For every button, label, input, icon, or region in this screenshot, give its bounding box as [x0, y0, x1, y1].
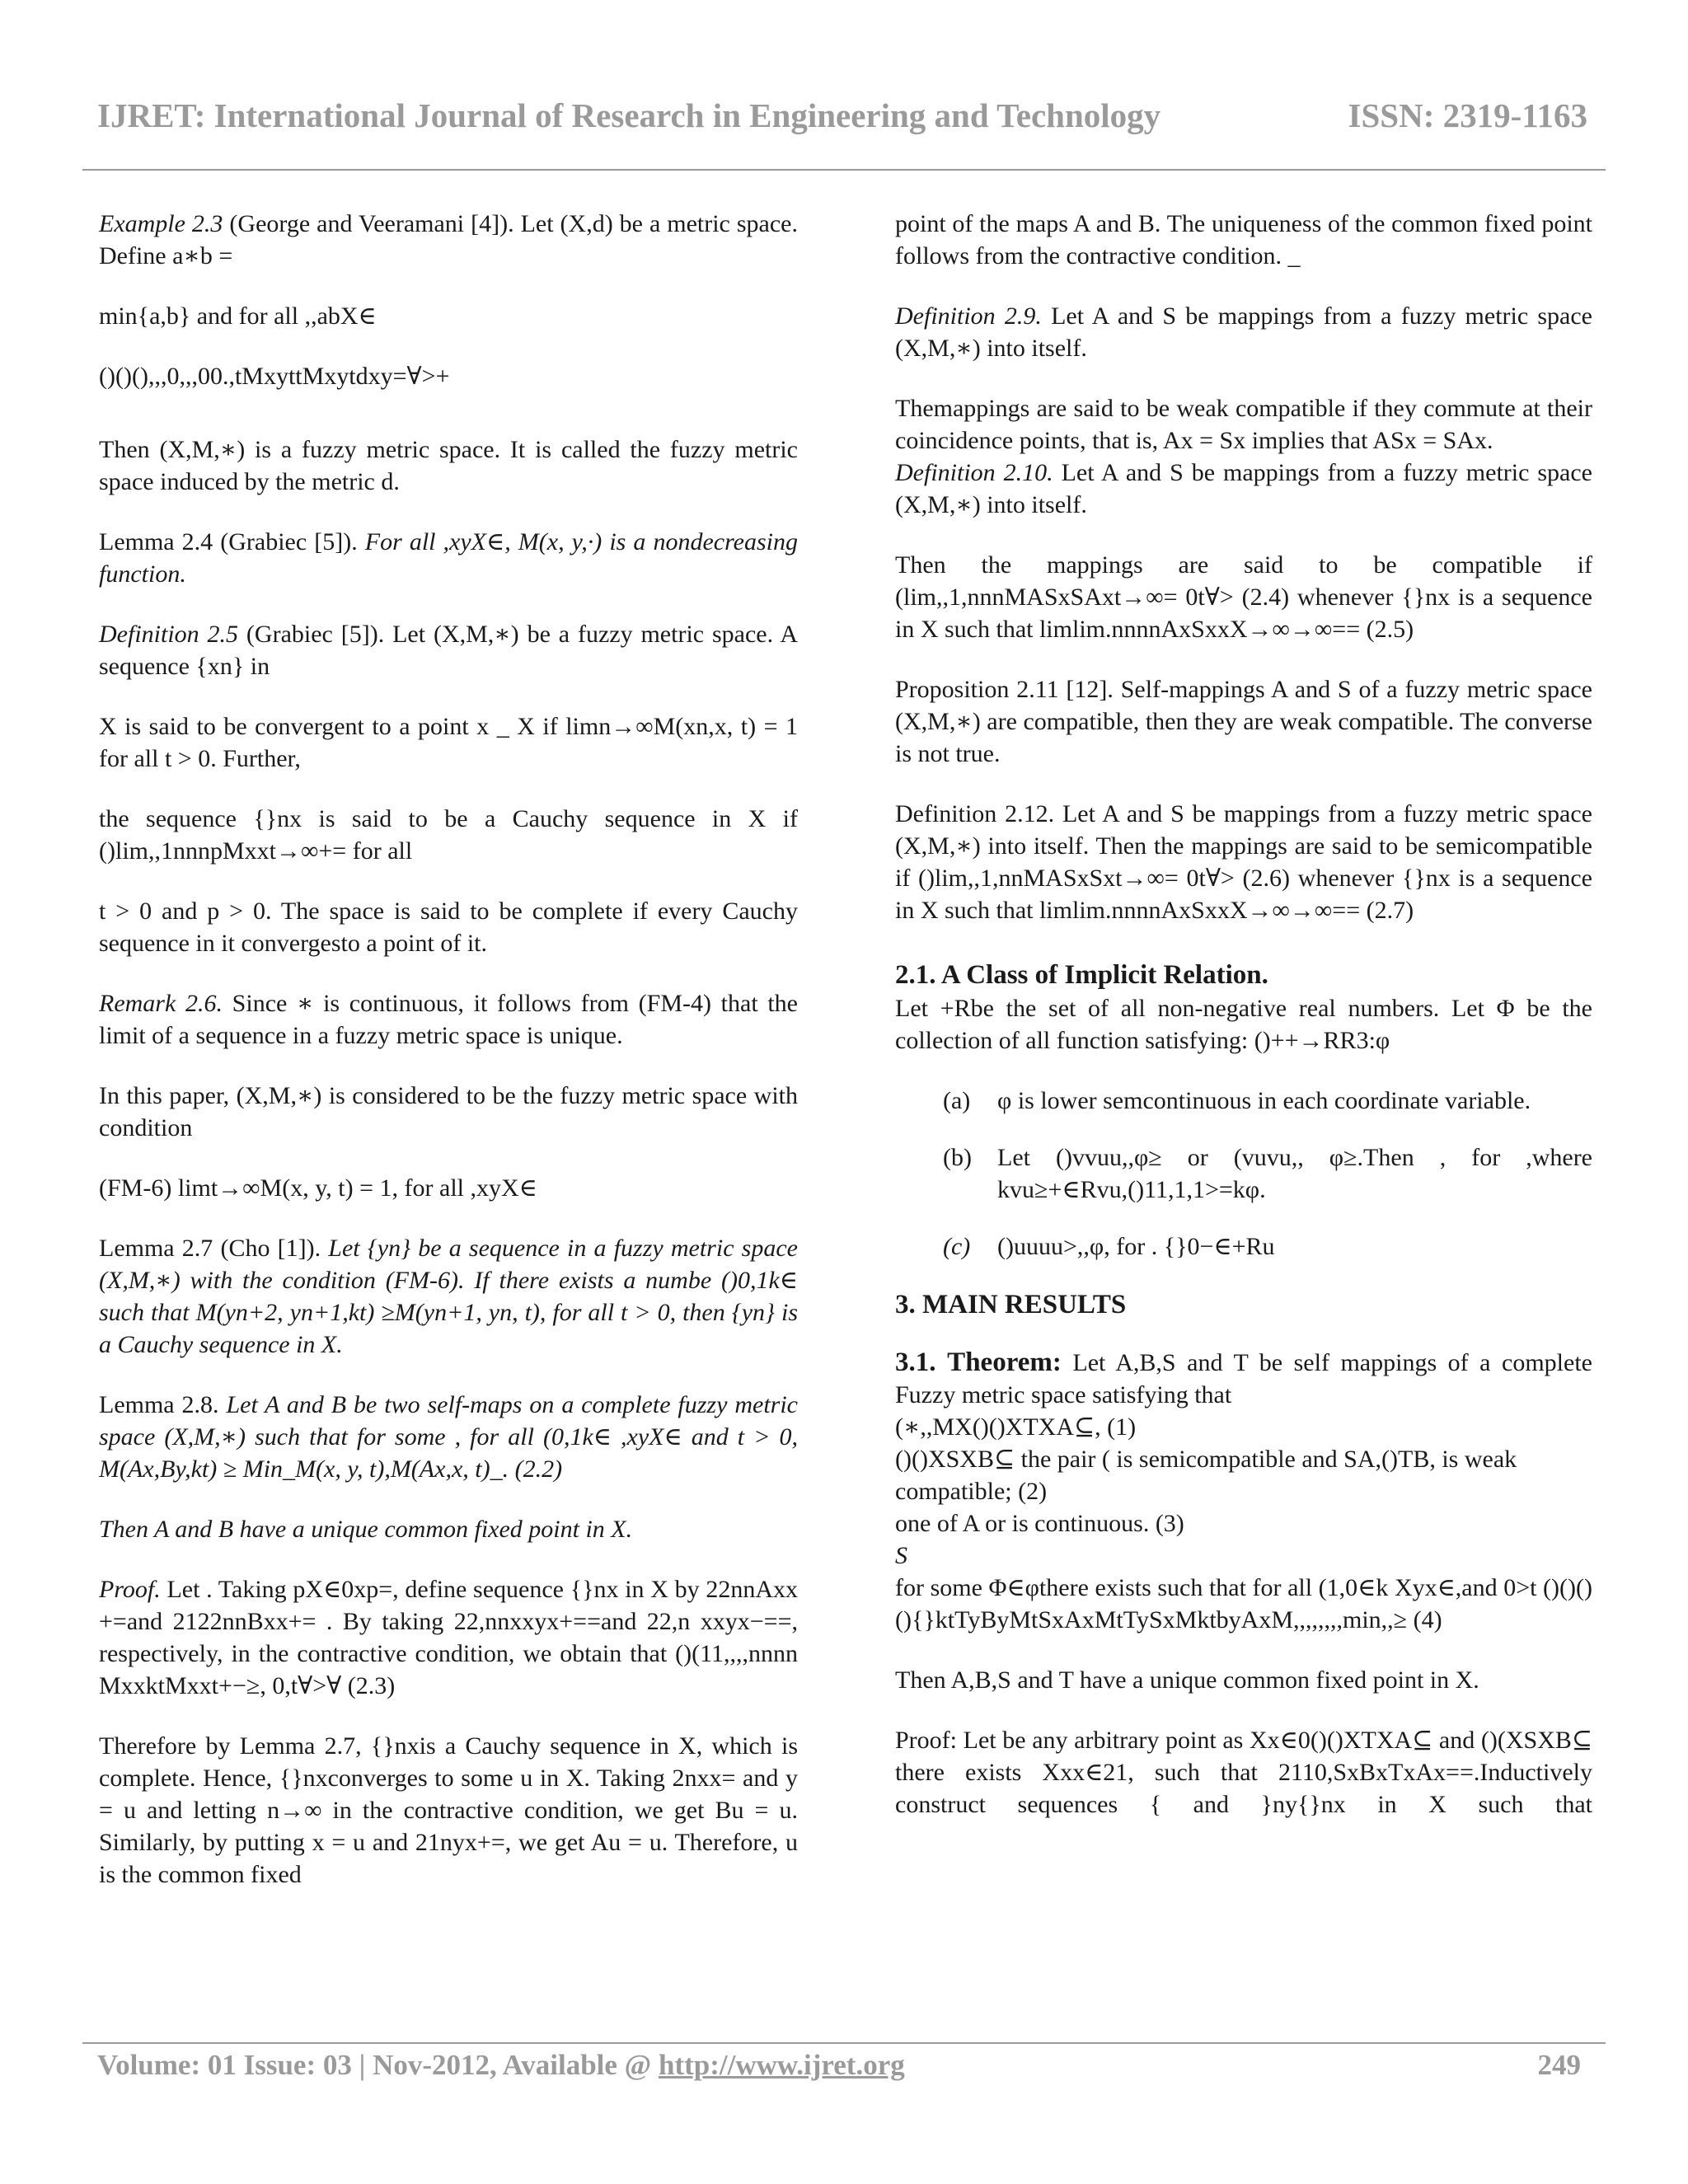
lemma-2-8-conclusion: [99, 1513, 798, 1545]
condition-label: (b): [943, 1144, 972, 1171]
example-line-3: ()()(),,,0,,,00.,tMxyttMxytdxy=∀>+: [99, 363, 450, 390]
lemma-label: Lemma 2.7 (Cho [1]).: [99, 1235, 329, 1262]
remark-2-6: [99, 987, 798, 1052]
example-line-2: min{a,b} and for all ,,abX∈: [99, 302, 377, 330]
proof-1: [99, 1573, 798, 1702]
definition-text: Let A and S be mappings from a fuzzy metric space (X,M,∗) into itself.: [895, 302, 1592, 362]
condition-b: [895, 1141, 1592, 1206]
definition-2-5: [99, 618, 798, 682]
proof-2: Proof: Let be any arbitrary point as Xx∈0()()XTXA⊆ and ()(XSXB⊆ there exists Xxx∈21, such that 2110,SxBxTxAx==.Inductively construct sequences { and }ny{}nx in X such that: [895, 1727, 1592, 1818]
theorem-condition-3: one of A or is continuous. (3): [895, 1510, 1184, 1537]
theorem-3-1: [895, 1347, 1592, 1411]
lemma-conclusion-text: Then A and B have a unique common fixed point in X.: [99, 1516, 633, 1543]
lemma-text: Let {yn} be a sequence in a fuzzy metric space (X,M,∗) with the condition (FM-6). If there exists a numbe ()0,1k∈ such that M(yn+2, yn+1,kt) ≥M(yn+1, yn, t), for all t > 0, then {yn} is a Cauchy sequence in X.: [99, 1235, 798, 1358]
proof-label: Proof.: [99, 1576, 161, 1603]
lemma-2-8: [99, 1389, 798, 1485]
compatible-definition: Then the mappings are said to be compatible if (lim,,1,nnnMASxSAxt→∞= 0t∀> (2.4) whenever {}nx is a sequence in X such that limlim.nnnnAxSxxX→∞→∞== (2.5): [895, 551, 1592, 643]
condition-label: (a): [943, 1087, 971, 1114]
definition-2-5-convergent: X is said to be convergent to a point x _ X if limn→∞M(xn,x, t) = 1 for all t > 0. Further,: [99, 713, 798, 772]
fm6-condition: (FM-6) limt→∞M(x, y, t) = 1, for all ,xyX∈: [99, 1174, 537, 1202]
definition-2-5-complete: t > 0 and p > 0. The space is said to be complete if every Cauchy sequence in it convergesto a point of it.: [99, 898, 798, 957]
left-column: [99, 208, 798, 1919]
journal-link[interactable]: http://www.ijret.org: [658, 2049, 905, 2081]
proof-1-conclusion: Therefore by Lemma 2.7, {}nxis a Cauchy sequence in X, which is complete. Hence, {}nxconverges to some u in X. Taking 2nxx= and y = u and letting n→∞ in the contractive condition, we get Bu = u. Similarly, by putting x = u and 21nyx+=, we get Au = u. Therefore, u is the common fixed: [99, 1732, 798, 1888]
definition-label: Definition 2.9.: [895, 302, 1042, 330]
theorem-intro: Let A,B,S and T be self mappings of a complete Fuzzy metric space satisfying that: [895, 1349, 1592, 1408]
condition-a: [895, 1085, 1592, 1117]
theorem-condition-1: (∗,,MX()()XTXA⊆, (1): [895, 1413, 1137, 1441]
lemma-label: Lemma 2.4 (Grabiec [5]).: [99, 528, 365, 555]
lemma-label: Lemma 2.8.: [99, 1391, 227, 1418]
journal-title: IJRET: International Journal of Research in Engineering and Technology: [97, 96, 1161, 134]
paper-condition: In this paper, (X,M,∗) is considered to be the fuzzy metric space with condition: [99, 1082, 798, 1141]
example-2-3: [99, 208, 798, 272]
theorem-label: 3.1. Theorem:: [895, 1347, 1062, 1377]
definition-label: Definition 2.10.: [895, 459, 1053, 486]
theorem-condition-2: ()()XSXB⊆ the pair ( is semicompatible and SA,()TB, is weak compatible; (2): [895, 1446, 1517, 1505]
condition-text: φ is lower semcontinuous in each coordinate variable.: [997, 1087, 1531, 1114]
page-number: 249: [1537, 2049, 1581, 2081]
section-2-1-text: Let +Rbe the set of all non-negative real numbers. Let Φ be the collection of all function satisfying: ()++→RR3:φ: [895, 995, 1592, 1054]
condition-label: (c): [943, 1233, 971, 1260]
proposition-2-11: Proposition 2.11 [12]. Self-mappings A and S of a fuzzy metric space (X,M,∗) are compatible, then they are weak compatible. The converse is not true.: [895, 676, 1592, 767]
definition-2-10: [895, 457, 1592, 521]
condition-text: Let ()vvuu,,φ≥ or (vuvu,, φ≥.Then , for ,where kvu≥+∈Rvu,()11,1,1>=kφ.: [997, 1144, 1592, 1203]
condition-c: [895, 1230, 1592, 1263]
definition-2-12: Definition 2.12. Let A and S be mappings from a fuzzy metric space (X,M,∗) into itself. Then the mappings are said to be semicompatible if ()lim,,1,nnMASxSxt→∞= 0t∀> (2.6) whenever {}nx is a sequence in X such that limlim.nnnnAxSxxX→∞→∞== (2.7): [895, 800, 1592, 924]
remark-label: Remark 2.6.: [99, 990, 223, 1017]
section-2-1-heading: 2.1. A Class of Implicit Relation.: [895, 960, 1268, 990]
volume-text: Volume: 01 Issue: 03 | Nov-2012, Available @: [97, 2049, 659, 2081]
footer-divider: [82, 2042, 1606, 2044]
theorem-conclusion: Then A,B,S and T have a unique common fixed point in X.: [895, 1666, 1479, 1694]
example-then: Then (X,M,∗) is a fuzzy metric space. It is called the fuzzy metric space induced by the metric d.: [99, 436, 798, 495]
definition-text: Let A and S be mappings from a fuzzy metric space (X,M,∗) into itself.: [895, 459, 1592, 518]
lemma-text: Let A and B be two self-maps on a complete fuzzy metric space (X,M,∗) such that for some , for all (0,1k∈ ,xyX∈ and t > 0, M(Ax,By,kt) ≥ Min_M(x, y, t),M(Ax,x, t)_. (2.2): [99, 1391, 798, 1483]
lemma-2-7: [99, 1232, 798, 1361]
example-label: Example 2.3: [99, 210, 223, 237]
definition-text: (Grabiec [5]). Let (X,M,∗) be a fuzzy metric space. A sequence {xn} in: [99, 621, 799, 680]
header-divider: [82, 169, 1606, 171]
theorem-condition-4: for some Φ∈φthere exists such that for all (1,0∈k Xyx∈,and 0>t ()()()(){}ktTyByMtSxAxMtTySxMktbyAxM,,,,,,,,min,,≥ (4): [895, 1574, 1592, 1633]
theorem-s-label: S: [895, 1542, 907, 1569]
condition-text: ()uuuu>,,φ, for . {}0−∈+Ru: [997, 1233, 1275, 1260]
weak-compatible: Themappings are said to be weak compatible if they commute at their coincidence points, that is, Ax = Sx implies that ASx = SAx.: [895, 395, 1592, 454]
definition-2-5-cauchy: the sequence {}nx is said to be a Cauchy sequence in X if ()lim,,1nnnpMxxt→∞+= for all: [99, 805, 798, 865]
remark-text: Since ∗ is continuous, it follows from (FM-4) that the limit of a sequence in a fuzzy metric space is unique.: [99, 990, 798, 1049]
proof-continuation: point of the maps A and B. The uniqueness of the common fixed point follows from the contractive condition. _: [895, 210, 1592, 269]
proof-text: Let . Taking pX∈0xp=, define sequence {}nx in X by 22nnAxx +=and 2122nnBxx+= . By taking 22,nnxxyx+==and 22,n xxyx−==, respectively, in the contractive condition, we obtain that ()(11,,,,nnnn MxxktMxxt+−≥, 0,t∀>∀ (2.3): [99, 1576, 798, 1699]
definition-label: Definition 2.5: [99, 621, 239, 648]
lemma-2-4: [99, 526, 798, 590]
footer-volume: [97, 2049, 905, 2082]
section-3-heading: 3. MAIN RESULTS: [895, 1290, 1127, 1319]
example-text: (George and Veeramani [4]). Let (X,d) be a metric space. Define a∗b =: [99, 210, 798, 269]
lemma-text: For all ,xyX∈, M(x, y,·) is a nondecreasing function.: [99, 528, 798, 588]
definition-2-9: [895, 300, 1592, 364]
right-column: [895, 208, 1592, 1849]
issn: ISSN: 2319-1163: [1348, 96, 1587, 134]
